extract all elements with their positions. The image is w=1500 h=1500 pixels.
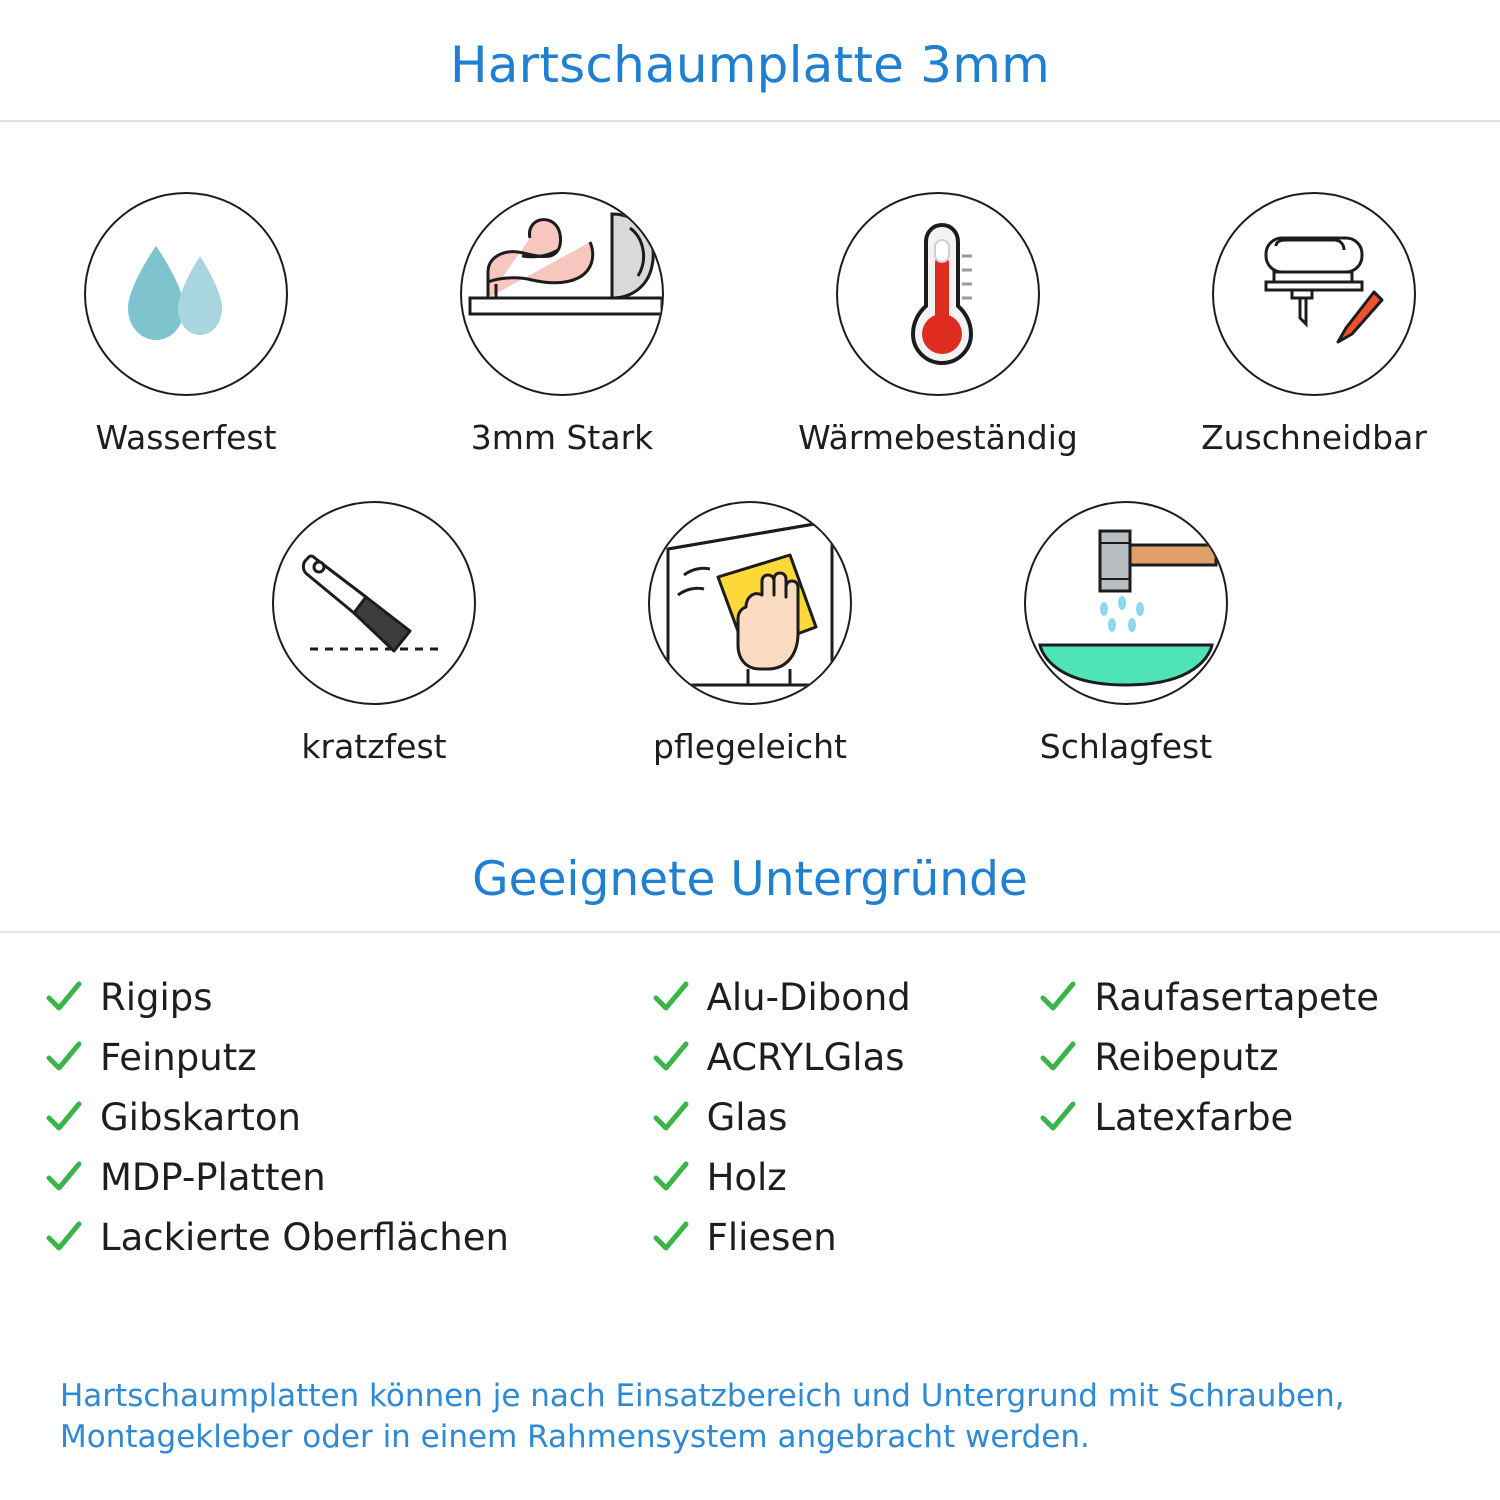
- list-item: [651, 967, 1039, 1027]
- check-icon: [1038, 1037, 1078, 1077]
- substrates-column-2: [651, 967, 1039, 1267]
- substrates-title: Geeignete Untergründe: [472, 852, 1028, 907]
- list-item: [44, 1087, 651, 1147]
- substrates-list: [0, 933, 1500, 1267]
- feature-label: pflegeleicht: [653, 727, 847, 766]
- check-icon: [651, 977, 691, 1017]
- feature-label: Wärmebeständig: [798, 418, 1078, 457]
- thermometer-icon: [836, 192, 1040, 396]
- substrates-column-1: [44, 967, 651, 1267]
- list-item-label: Alu-Dibond: [706, 975, 911, 1019]
- feature-zuschneidbar: [1169, 192, 1459, 457]
- feature-pflegeleicht: [605, 501, 895, 766]
- check-icon: [651, 1217, 691, 1257]
- substrates-column-3: [1038, 967, 1456, 1267]
- feature-label: Zuschneidbar: [1201, 418, 1427, 457]
- check-icon: [44, 1037, 84, 1077]
- feature-row-2: [0, 501, 1500, 766]
- feature-waermebestaendig: [793, 192, 1083, 457]
- feature-label: 3mm Stark: [470, 418, 654, 457]
- strong-arm-icon: [460, 192, 664, 396]
- hammer-impact-icon: [1024, 501, 1228, 705]
- check-icon: [651, 1037, 691, 1077]
- feature-row-1: [0, 192, 1500, 457]
- check-icon: [44, 1217, 84, 1257]
- feature-label: Wasserfest: [95, 418, 277, 457]
- feature-wasserfest: [41, 192, 331, 457]
- list-item: [44, 967, 651, 1027]
- check-icon: [44, 1097, 84, 1137]
- check-icon: [44, 1157, 84, 1197]
- feature-schlagfest: [981, 501, 1271, 766]
- feature-label: kratzfest: [301, 727, 447, 766]
- list-item-label: Holz: [706, 1155, 787, 1199]
- water-drops-icon: [84, 192, 288, 396]
- knife-scratch-icon: [272, 501, 476, 705]
- jigsaw-cutter-icon: [1212, 192, 1416, 396]
- footer-note: Hartschaumplatten können je nach Einsatzbereich und Untergrund mit Schrauben, Montagekleber oder in einem Rahmensystem angebracht werden.: [60, 1377, 1345, 1455]
- list-item: [651, 1027, 1039, 1087]
- list-item: [1038, 1027, 1456, 1087]
- cleaning-cloth-hand-icon: [648, 501, 852, 705]
- check-icon: [651, 1097, 691, 1137]
- list-item-label: MDP-Platten: [100, 1155, 326, 1199]
- page-title: Hartschaumplatte 3mm: [449, 36, 1051, 94]
- feature-3mm-stark: [417, 192, 707, 457]
- list-item-label: Latexfarbe: [1094, 1095, 1294, 1139]
- list-item: [44, 1147, 651, 1207]
- list-item-label: ACRYLGlas: [706, 1035, 905, 1079]
- check-icon: [1038, 1097, 1078, 1137]
- list-item: [651, 1147, 1039, 1207]
- list-item: [44, 1027, 651, 1087]
- list-item: [44, 1207, 651, 1267]
- list-item-label: Fliesen: [706, 1215, 837, 1259]
- list-item: [1038, 967, 1456, 1027]
- feature-label: Schlagfest: [1039, 727, 1213, 766]
- list-item-label: Raufasertapete: [1094, 975, 1380, 1019]
- list-item-label: Lackierte Oberflächen: [100, 1215, 509, 1259]
- check-icon: [651, 1157, 691, 1197]
- list-item: [651, 1207, 1039, 1267]
- check-icon: [1038, 977, 1078, 1017]
- list-item-label: Gibskarton: [100, 1095, 301, 1139]
- list-item: [651, 1087, 1039, 1147]
- list-item-label: Feinputz: [100, 1035, 257, 1079]
- list-item-label: Rigips: [100, 975, 213, 1019]
- feature-kratzfest: [229, 501, 519, 766]
- list-item: [1038, 1087, 1456, 1147]
- title-divider: [0, 120, 1500, 122]
- check-icon: [44, 977, 84, 1017]
- list-item-label: Glas: [706, 1095, 788, 1139]
- list-item-label: Reibeputz: [1094, 1035, 1279, 1079]
